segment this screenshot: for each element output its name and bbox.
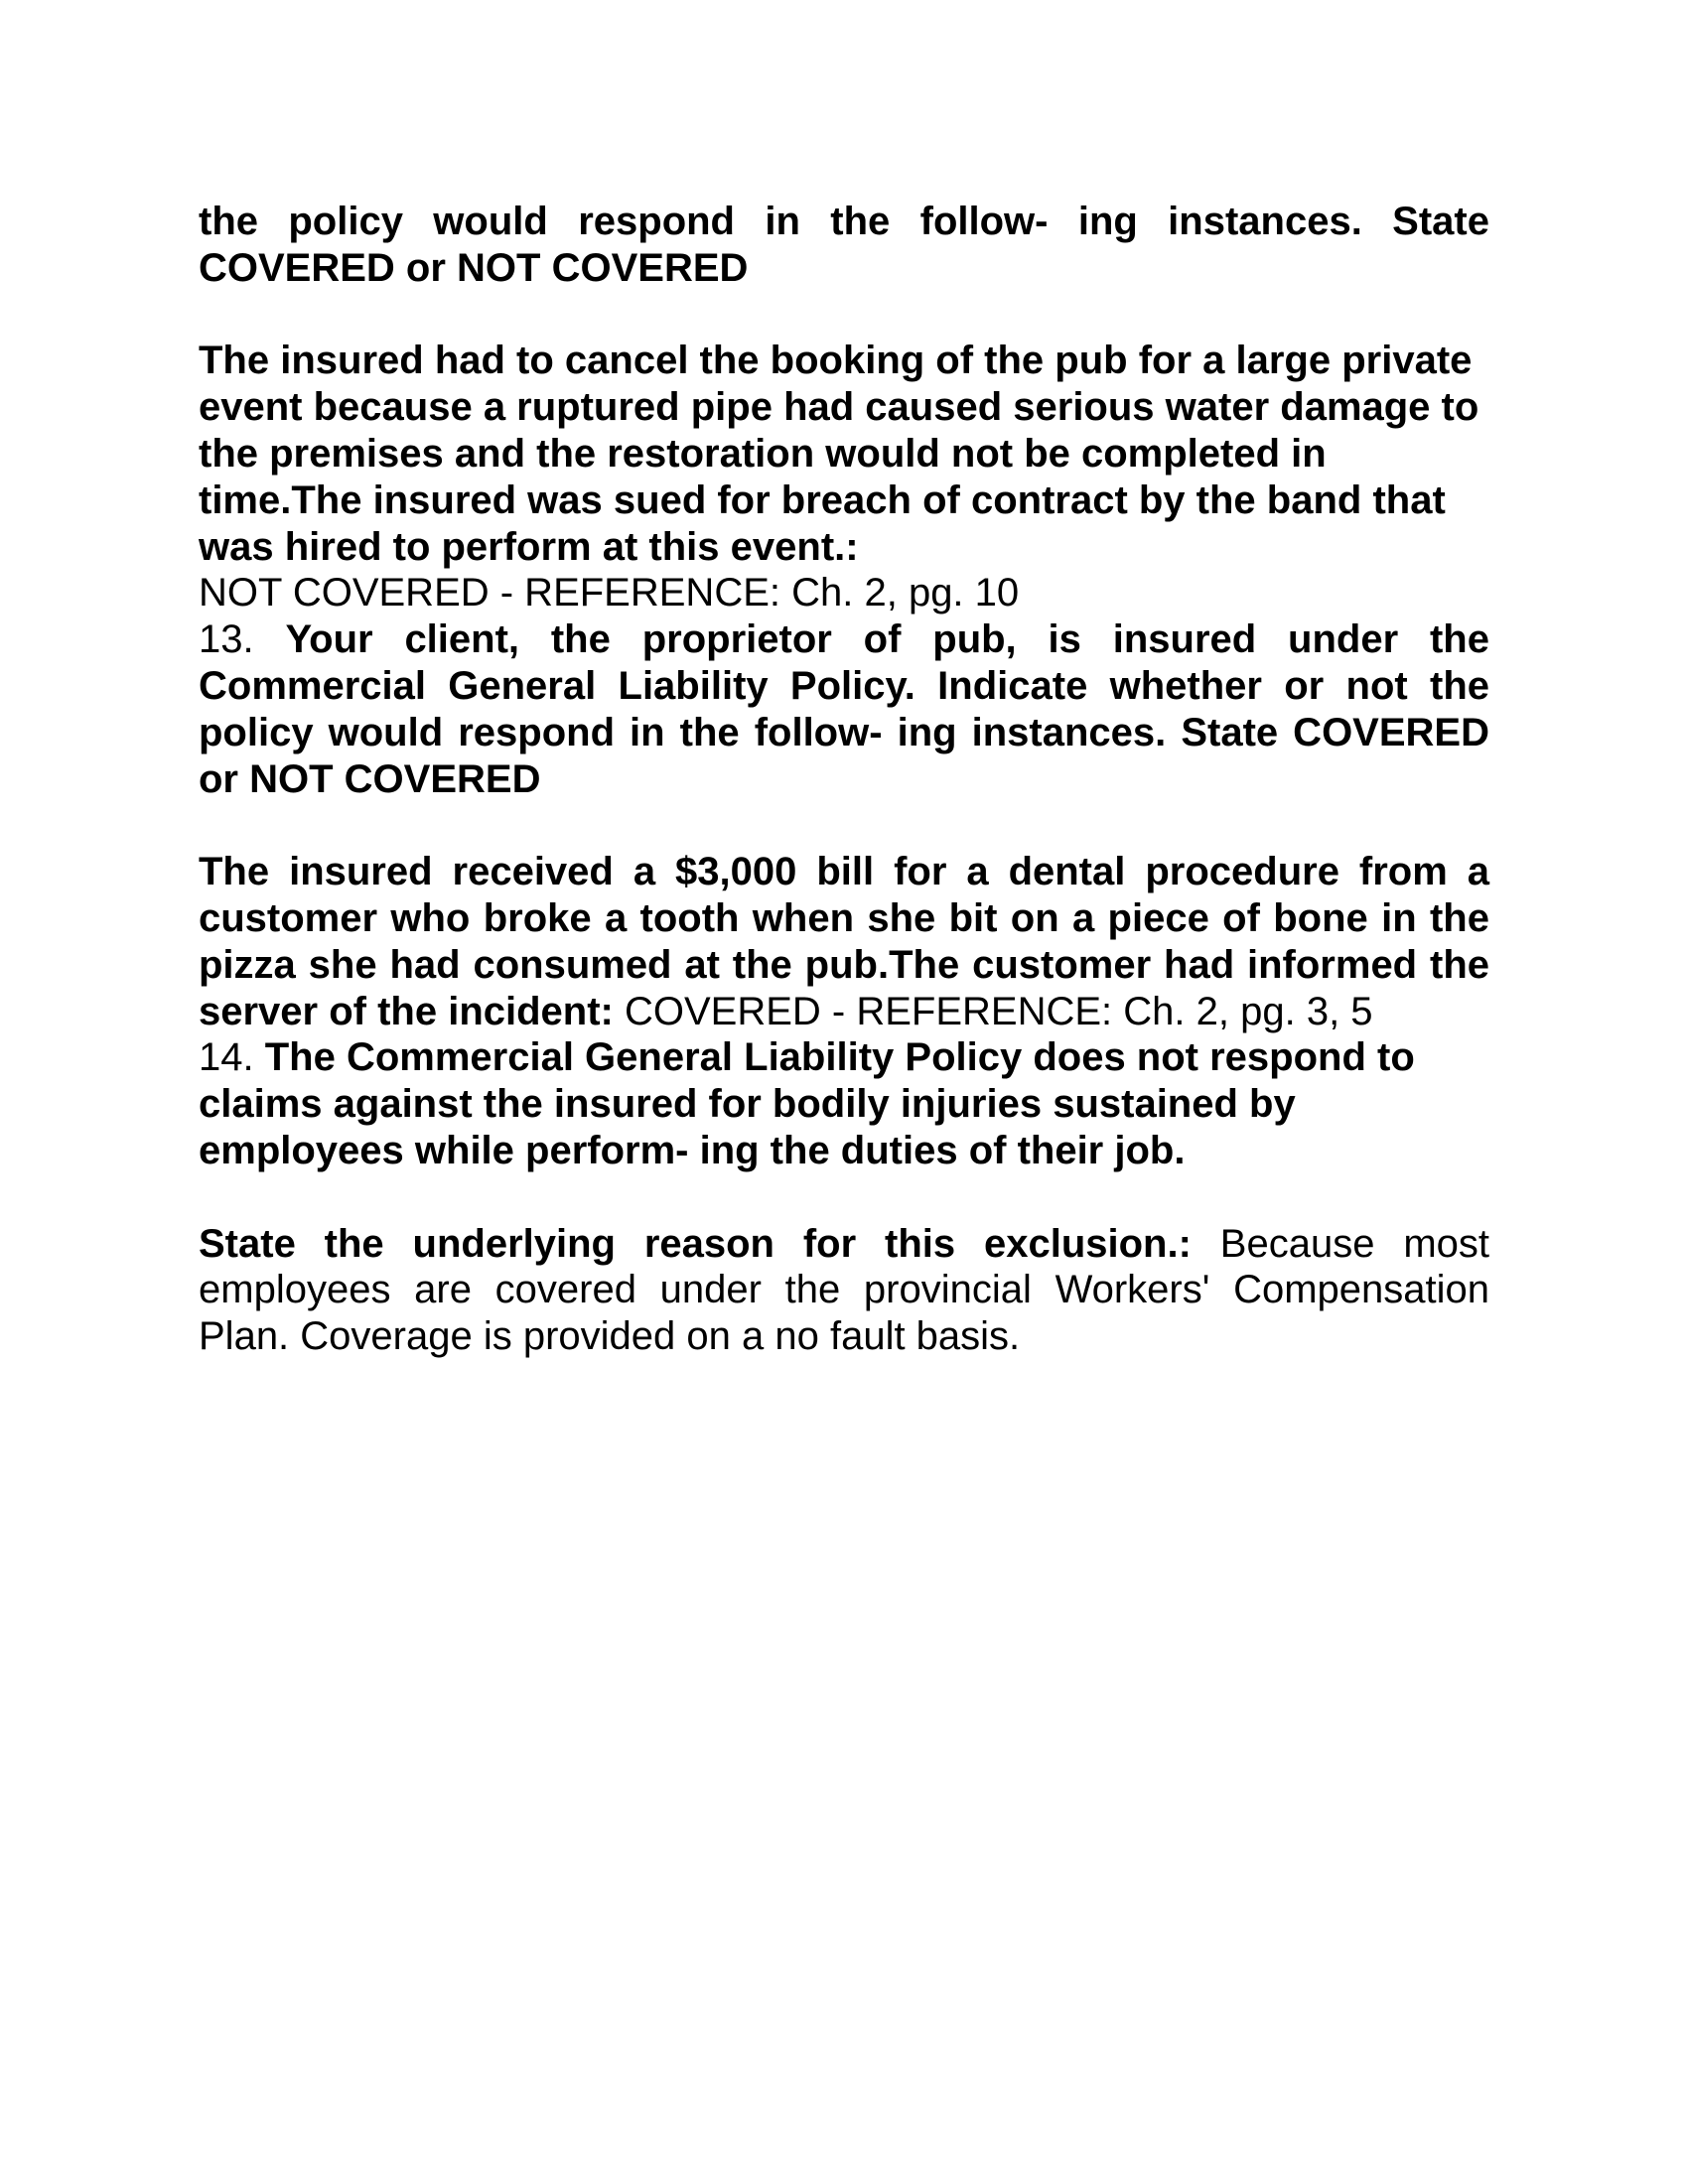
- question-prompt-text: Your client, the proprietor of pub, is insured under the Commercial General Liability Policy. Indicate whether or not the policy would respond in the follow- ing instances. State COVERED or NOT COVERED: [199, 617, 1489, 801]
- question-number: 14.: [199, 1035, 254, 1080]
- question-prompt-text: The Commercial General Liability Policy does not respond to claims against the insured for bodily injuries sustained by employees while perform- ing the duties of their job.: [199, 1035, 1415, 1172]
- question-12-prompt-continuation: [199, 199, 1489, 292]
- question-prompt-text: the policy would respond in the follow- ing instances. State COVERED or NOT COVERED: [199, 200, 1489, 290]
- scenario-text: The insured had to cancel the booking of the pub for a large private event because a ruptured pipe had caused serious water damage to the premises and the restoration would not be completed in time.The insured was sued for breach of contract by the band that was hired to perform at this event.:: [199, 339, 1479, 569]
- question-13: [199, 616, 1489, 802]
- subquestion-prompt-text: State the underlying reason for this exclusion.:: [199, 1221, 1192, 1266]
- scenario-text: The insured received a $3,000 bill for a dental procedure from a customer who broke a tooth when she bit on a piece of bone in the pizza she had consumed at the pub.The customer had informed the server of the incident:: [199, 850, 1489, 1033]
- answer-text: Because most employees are covered under the provincial Workers' Compensation Plan. Coverage is provided on a no fault basis.: [199, 1221, 1489, 1359]
- document-page: [199, 199, 1489, 1360]
- answer-text: NOT COVERED - REFERENCE: Ch. 2, pg. 10: [199, 571, 1020, 615]
- question-14: [199, 1034, 1489, 1173]
- question-13-scenario: [199, 849, 1489, 1034]
- question-12-scenario: [199, 338, 1489, 616]
- question-number: 13.: [199, 617, 254, 662]
- question-14-subquestion: [199, 1221, 1489, 1360]
- answer-text: COVERED - REFERENCE: Ch. 2, pg. 3, 5: [625, 989, 1373, 1033]
